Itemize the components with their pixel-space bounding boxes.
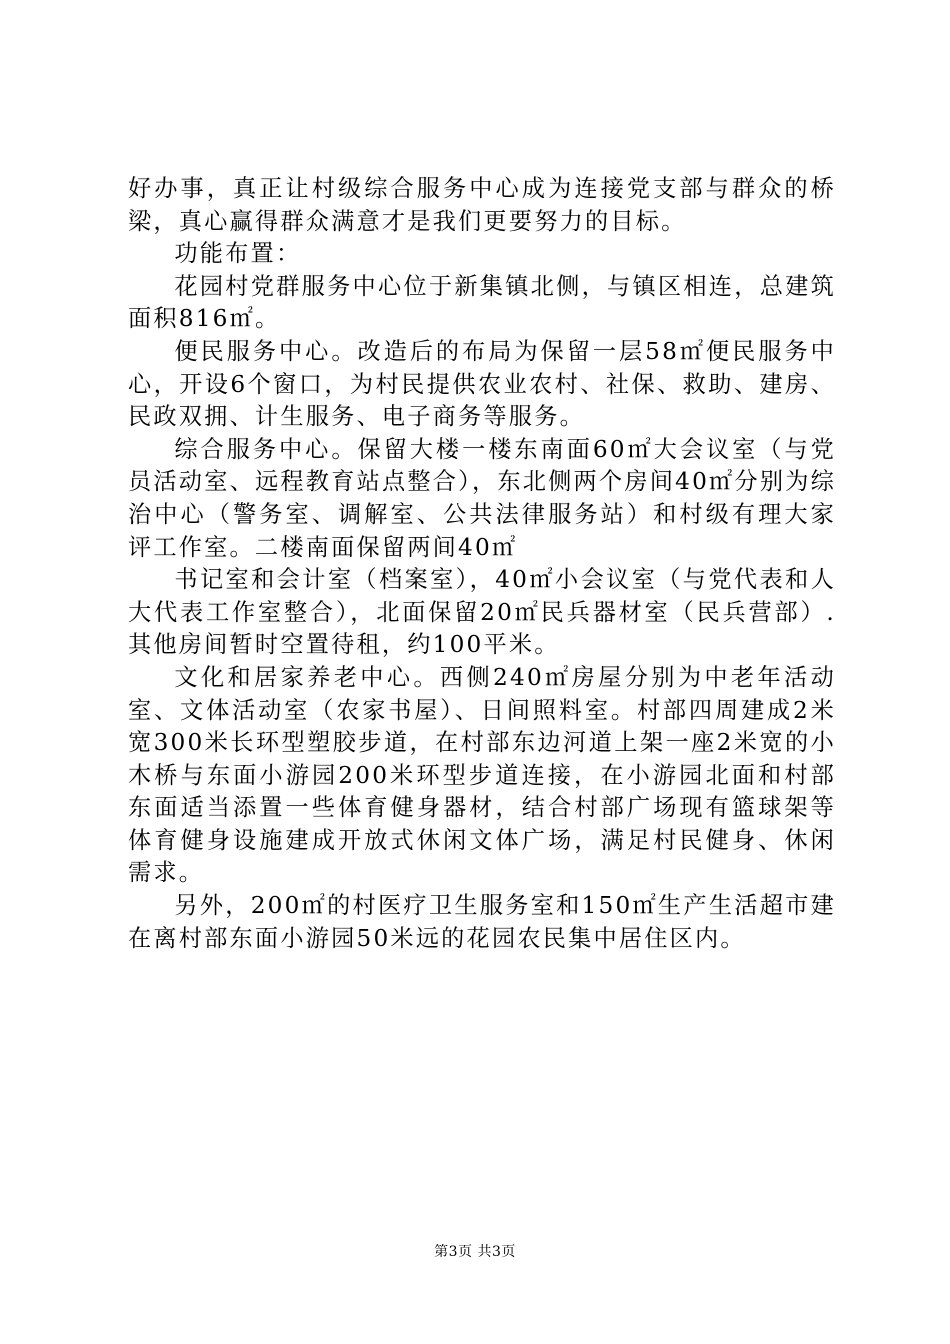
paragraph-overview: 花园村党群服务中心位于新集镇北侧，与镇区相连，总建筑面积816㎡。 [128, 272, 836, 333]
page-number-footer: 第3页 共3页 [434, 1244, 516, 1260]
paragraph-culture-elderly-center: 文化和居家养老中心。西侧240㎡房屋分别为中老年活动室、文体活动室（农家书屋）、日间照料室。村部四周建成2米宽300米长环型塑胶步道，在村部东边河道上架一座2米宽的小木桥与东面小游园200米环型步道连接，在小游园北面和村部东面适当添置一些体育健身器材，结合村部广场现有篮球架等体育健身设施建成开放式休闲文体广场，满足村民健身、休闲需求。 [128, 663, 836, 887]
paragraph-medical-supermarket: 另外，200㎡的村医疗卫生服务室和150㎡生产生活超市建在离村部东面小游园50米远的花园农民集中居住区内。 [128, 892, 836, 952]
paragraph-section-heading: 功能布置： [174, 240, 302, 268]
paragraph-continuation: 好办事，真正让村级综合服务中心成为连接党支部与群众的桥梁，真心赢得群众满意才是我们更要努力的目标。 [128, 175, 836, 235]
document-body [128, 173, 836, 955]
paragraph-service-center: 便民服务中心。改造后的布局为保留一层58㎡便民服务中心，开设6个窗口，为村民提供农业农村、社保、救助、建房、民政双拥、计生服务、电子商务等服务。 [128, 337, 836, 431]
paragraph-comprehensive-center: 综合服务中心。保留大楼一楼东南面60㎡大会议室（与党员活动室、远程教育站点整合），东北侧两个房间40㎡分别为综治中心（警务室、调解室、公共法律服务站）和村级有理大家评工作室。二楼南面保留两间40㎡ [128, 435, 836, 561]
paragraph-second-floor: 书记室和会计室（档案室），40㎡小会议室（与党代表和人大代表工作室整合），北面保留20㎡民兵器材室（民兵营部）.其他房间暂时空置待租，约100平米。 [128, 566, 836, 659]
